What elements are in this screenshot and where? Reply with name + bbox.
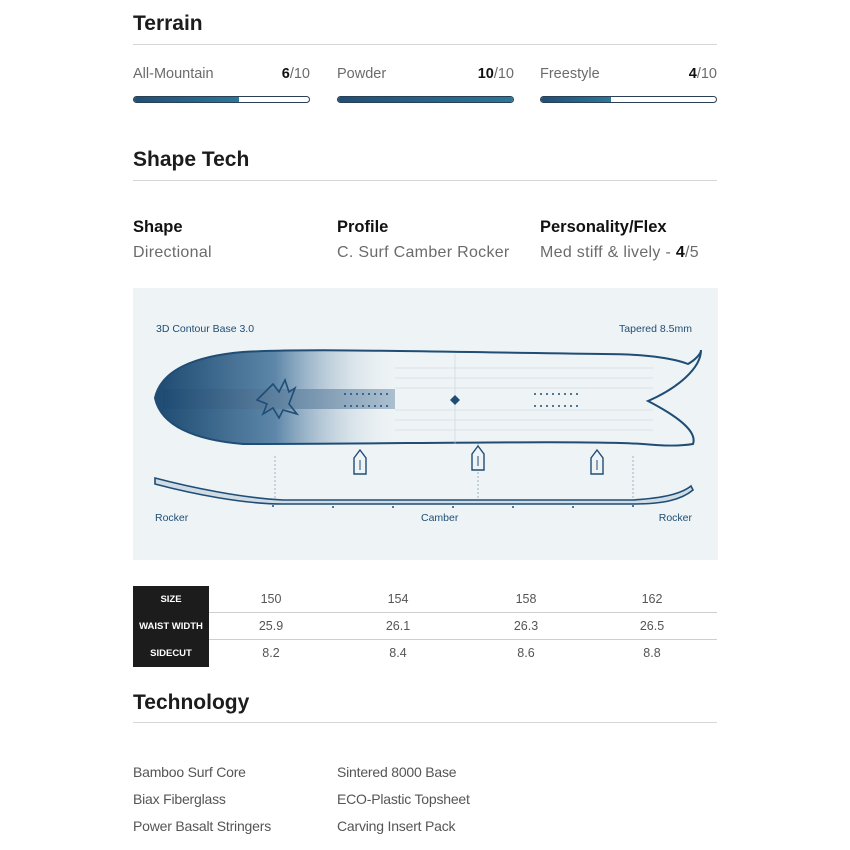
terrain-score: 6/10 (281, 66, 310, 82)
technology-list-right (337, 763, 470, 844)
technology-title: Technology (133, 691, 250, 714)
fin-marker-2 (472, 446, 484, 470)
terrain-all-mountain (133, 64, 310, 108)
spec-personality-flex (540, 218, 699, 262)
table-row (133, 613, 717, 640)
table-cell: 158 (515, 592, 537, 606)
terrain-rating-bar (133, 96, 310, 103)
rocker-label-right: Rocker (658, 512, 692, 524)
profile-guide-lines (275, 444, 633, 500)
table-cell: 8.6 (517, 646, 535, 660)
terrain-title: Terrain (133, 12, 203, 35)
board-profile-side (155, 478, 693, 504)
spec-heading: Personality/Flex (540, 218, 667, 236)
list-item: Sintered 8000 Base (337, 764, 457, 780)
technology-list-left (133, 763, 271, 844)
list-item: ECO-Plastic Topsheet (337, 791, 470, 807)
terrain-rating-bar (337, 96, 514, 103)
fin-marker-1 (354, 450, 366, 474)
spec-heading: Profile (337, 218, 389, 236)
table-row (133, 586, 717, 613)
profile-dots (272, 505, 634, 508)
spec-heading: Shape (133, 218, 183, 236)
fin-marker-3 (591, 450, 603, 474)
spec-profile (337, 218, 510, 262)
shape-tech-title: Shape Tech (133, 148, 250, 171)
taper-label: Tapered 8.5mm (619, 323, 692, 335)
table-cell: 26.5 (639, 619, 665, 633)
table-cell: 154 (387, 592, 409, 606)
terrain-freestyle (540, 64, 717, 108)
spec-value: Med stiff & lively - 4/5 (540, 244, 699, 261)
table-cell: 150 (260, 592, 282, 606)
list-item: Bamboo Surf Core (133, 764, 246, 780)
base-label: 3D Contour Base 3.0 (156, 323, 255, 335)
list-item: Power Basalt Stringers (133, 818, 271, 834)
terrain-score: 10/10 (477, 66, 514, 82)
table-cell: 8.8 (643, 646, 661, 660)
board-shape-diagram (133, 288, 718, 560)
list-item: Biax Fiberglass (133, 791, 226, 807)
table-cell: 26.3 (513, 619, 539, 633)
spec-shape (133, 218, 212, 262)
technology-divider (133, 722, 717, 723)
terrain-score: 4/10 (688, 66, 717, 82)
table-cell: 26.1 (385, 619, 411, 633)
list-item: Carving Insert Pack (337, 818, 456, 834)
table-row-header: WAIST WIDTH (133, 613, 209, 640)
table-cell: 8.4 (389, 646, 407, 660)
terrain-label: Powder (337, 66, 387, 82)
table-cell: 25.9 (258, 619, 284, 633)
table-row (133, 640, 717, 666)
rocker-label-left: Rocker (155, 512, 189, 524)
terrain-label: All-Mountain (133, 66, 214, 82)
terrain-rating-fill (541, 97, 611, 102)
terrain-rating-fill (338, 97, 513, 102)
spec-value: C. Surf Camber Rocker (337, 244, 510, 261)
spec-value: Directional (133, 244, 212, 261)
table-cell: 8.2 (262, 646, 280, 660)
table-row-header: SIDECUT (133, 640, 209, 667)
table-cell: 162 (641, 592, 663, 606)
terrain-label: Freestyle (540, 66, 600, 82)
shape-tech-divider (133, 180, 717, 181)
size-table (133, 586, 717, 666)
table-row-header: SIZE (133, 586, 209, 613)
terrain-powder (337, 64, 514, 108)
terrain-rating-fill (134, 97, 239, 102)
camber-label: Camber (421, 512, 459, 524)
terrain-rating-bar (540, 96, 717, 103)
terrain-divider (133, 44, 717, 45)
